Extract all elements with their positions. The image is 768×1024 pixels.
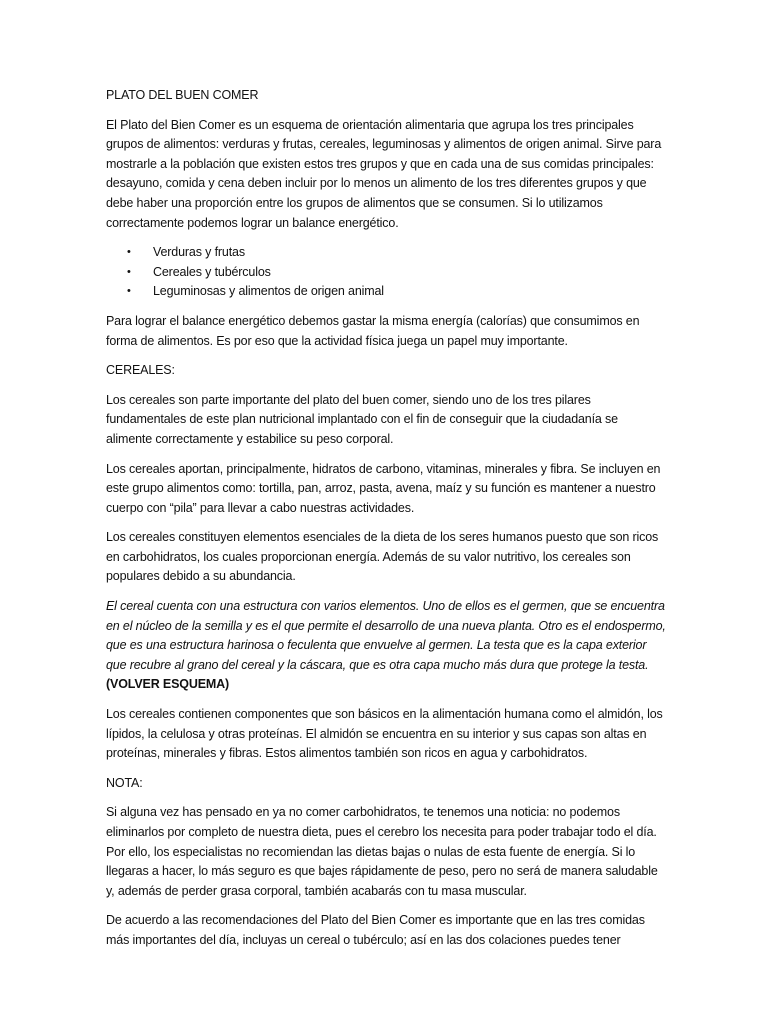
cereales-paragraph-4: Los cereales contienen componentes que son básicos en la alimentación humana como el almidón, los lípidos, la celulosa y otras proteínas. El almidón se encuentra en su interior y sus capas son altas en proteínas, minerales y fibras. Estos alimentos también son ricos en agua y carbohidratos.: [106, 707, 663, 761]
bullet-icon: •: [127, 246, 131, 259]
nota-paragraph-2: De acuerdo a las recomendaciones del Plato del Bien Comer es importante que en las tres comidas más importantes del día, incluyas un cereal o tubérculo; así en las dos colaciones puedes tener: [106, 913, 645, 947]
list-item: [106, 243, 666, 263]
list-item-label: Verduras y frutas: [153, 245, 245, 260]
bullet-icon: •: [127, 285, 131, 298]
cereales-paragraph-3: Los cereales constituyen elementos esenciales de la dieta de los seres humanos puesto que son ricos en carbohidratos, los cuales proporcionan energía. Además de su valor nutritivo, los cereales son populares debido a su abundancia.: [106, 530, 659, 584]
cereal-structure-paragraph: [106, 597, 666, 695]
volver-esquema-link[interactable]: (VOLVER ESQUEMA): [106, 677, 230, 692]
document-body: [106, 86, 666, 961]
document-title: PLATO DEL BUEN COMER: [106, 88, 259, 102]
cereales-heading: CEREALES:: [106, 363, 175, 378]
cereal-structure-text: El cereal cuenta con una estructura con varios elementos. Uno de ellos es el germen, que se encuentra en el núcleo de la semilla y es el que permite el desarrollo de una nueva planta. Otro es el endospermo, que es una estructura harinosa o feculenta que envuelve al germen. La testa que es la capa exterior que recubre al grano del cereal y la cáscara, que es otra capa mucho más dura que protege la testa.: [106, 599, 666, 672]
list-item-label: Leguminosas y alimentos de origen animal: [153, 284, 384, 299]
cereales-paragraph-1: Los cereales son parte importante del plato del buen comer, siendo uno de los tres pilares fundamentales de este plan nutricional implantado con el fin de conseguir que la ciudadanía se alimente correctamente y estabilice su peso corporal.: [106, 392, 618, 446]
bullet-icon: •: [127, 265, 131, 278]
food-groups-list: [106, 243, 666, 302]
cereales-paragraph-2: Los cereales aportan, principalmente, hidratos de carbono, vitaminas, minerales y fibra. Se incluyen en este grupo alimentos como: tortilla, pan, arroz, pasta, avena, maíz y su función es mantener a nuestro cuerpo con “pila” para llevar a cabo nuestras actividades.: [106, 461, 661, 515]
list-item: [106, 263, 666, 283]
list-item: [106, 282, 666, 302]
balance-paragraph: Para lograr el balance energético debemos gastar la misma energía (calorías) que consumimos en forma de alimentos. Es por eso que la actividad física juega un papel muy importante.: [106, 313, 640, 348]
nota-heading: NOTA:: [106, 775, 143, 790]
intro-paragraph: El Plato del Bien Comer es un esquema de orientación alimentaria que agrupa los tres principales grupos de alimentos: verduras y frutas, cereales, leguminosas y alimentos de origen animal. Sirve para mostrarle a la población que existen estos tres grupos y que en cada una de sus comidas principales: desayuno, comida y cena deben incluir por lo menos un alimento de los tres diferentes grupos y que debe haber una proporción entre los grupos de alimentos que se consumen. Si lo utilizamos correctamente podemos lograr un balance energético.: [106, 117, 662, 230]
nota-paragraph-1: Si alguna vez has pensado en ya no comer carbohidratos, te tenemos una noticia: no podemos eliminarlos por completo de nuestra dieta, pues el cerebro los necesita para poder trabajar todo el día. Por ello, los especialistas no recomiendan las dietas bajas o nulas de esta fuente de energía. Si lo llegaras a hacer, lo más seguro es que bajes rápidamente de peso, pero no será de manera saludable y, además de perder grasa corporal, también acabarás con tu masa muscular.: [106, 805, 658, 898]
list-item-label: Cereales y tubérculos: [153, 264, 271, 279]
